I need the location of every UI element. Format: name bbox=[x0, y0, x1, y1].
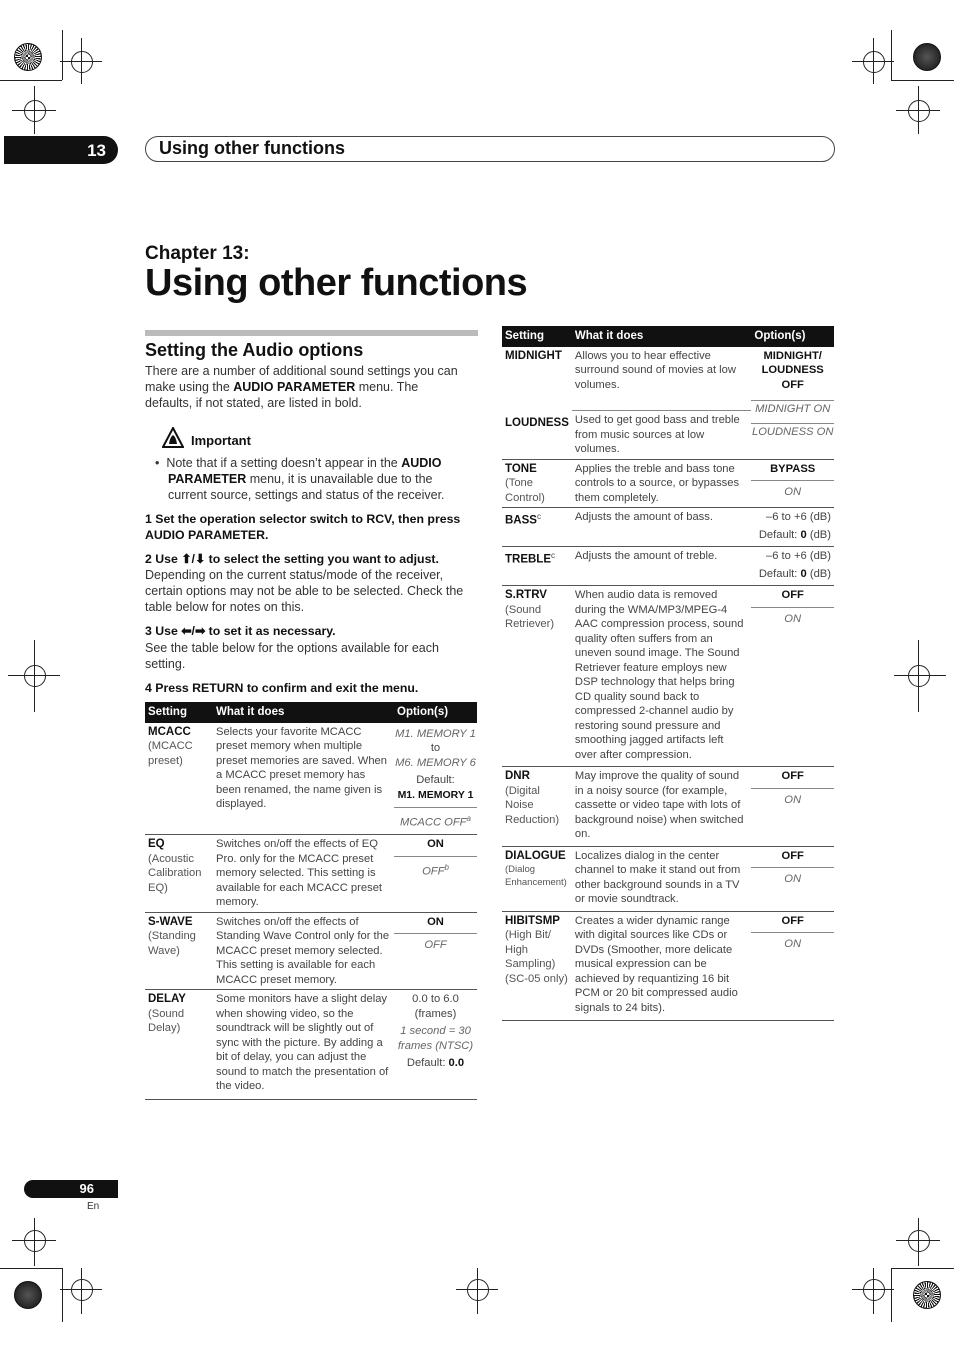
table-row: HIBITSMP (High Bit/ High Sampling) (SC-05 only) Creates a wider dynamic range with digital sources like CDs or DVDs (Smoother, more delicate musical expression can be achieved by requantizing 16 bit PCM or 20 bit compressed audio signals to 24 bits). OFF ON bbox=[502, 911, 834, 1021]
crosshair-icon bbox=[24, 1230, 46, 1252]
table-row: TONE (Tone Control) Applies the treble and bass tone controls to a source, or bypasses them completely. BYPASS ON bbox=[502, 459, 834, 508]
crosshair-icon bbox=[71, 1279, 93, 1301]
page-title: Using other functions bbox=[145, 262, 528, 304]
table-row: MCACC (MCACC preset) Selects your favorite MCACC preset memory when multiple preset memories are saved. When a MCACC preset memory has been renamed, the name given is displayed. M1. MEMORY 1 to M6. MEMORY 6 Default: M1. MEMORY 1 MCACC OFF$^a$ bbox=[145, 723, 477, 835]
running-header bbox=[145, 136, 835, 162]
section-title: Setting the Audio options bbox=[145, 340, 364, 360]
table-header-row: Setting What it does Option(s) bbox=[145, 702, 477, 723]
step-2-text: Depending on the current status/mode of the receiver, certain options may not be able to be selected. Check the table below for notes on this. bbox=[145, 568, 464, 614]
step-2: 2 Use ⬆/⬇ to select the setting you want to adjust. bbox=[145, 552, 439, 566]
step-3-text: See the table below for the options available for each setting. bbox=[145, 641, 439, 671]
crosshair-icon bbox=[863, 51, 885, 73]
table-row: LOUDNESS Used to get good bass and treble from music sources at low volumes. bbox=[502, 411, 834, 460]
table-row: MIDNIGHT Allows you to hear effective surround sound of movies at low volumes. MIDNIGHT/ LOUDNESS OFF MIDNIGHT ON LOUDNESS ON bbox=[502, 347, 834, 411]
registration-sun-icon bbox=[913, 1281, 941, 1309]
table-row: TREBLE$^c$ Adjusts the amount of treble. –6 to +6 (dB) Default: 0 (dB) bbox=[502, 547, 834, 586]
crosshair-icon bbox=[908, 100, 930, 122]
important-note: • Note that if a setting doesn’t appear in the AUDIO PARAMETER menu, it is unavailable due to the current source, settings and status of the receiver. bbox=[155, 456, 445, 502]
warning-icon bbox=[162, 427, 184, 449]
step-3: 3 Use ⬅/➡ to set it as necessary. bbox=[145, 624, 336, 638]
audio-options-table-right bbox=[502, 326, 834, 1021]
crosshair-icon bbox=[467, 1279, 489, 1301]
chapter-number-tab bbox=[4, 136, 118, 164]
crosshair-icon bbox=[24, 665, 46, 687]
crosshair-icon bbox=[24, 100, 46, 122]
step-1: 1 Set the operation selector switch to RCV, then press AUDIO PARAMETER. bbox=[145, 512, 461, 542]
crosshair-icon bbox=[863, 1279, 885, 1301]
chapter-number: 13 bbox=[87, 141, 106, 160]
chapter-label: Chapter 13: bbox=[145, 243, 250, 264]
section-rule bbox=[145, 330, 478, 336]
intro-paragraph: There are a number of additional sound settings you can make using the AUDIO PARAMETER menu. The defaults, if not stated, are listed in bold. bbox=[145, 364, 458, 410]
step-4: 4 Press RETURN to confirm and exit the menu. bbox=[145, 681, 419, 695]
crosshair-icon bbox=[71, 51, 93, 73]
important-label: Important bbox=[191, 433, 251, 448]
running-header-title: Using other functions bbox=[159, 138, 345, 158]
table-row: DNR (Digital Noise Reduction) May improve the quality of sound in a noisy source (for example, cassette or video tape with lots of background noise) when switched on. OFF ON bbox=[502, 767, 834, 847]
table-header-row: Setting What it does Option(s) bbox=[502, 326, 834, 347]
registration-sun-icon bbox=[913, 43, 941, 71]
audio-options-table-left bbox=[145, 702, 477, 1100]
registration-sun-icon bbox=[14, 43, 42, 71]
table-row: DIALOGUE (Dialog Enhancement) Localizes dialog in the center channel to make it stand out from other background sounds in a TV or movie soundtrack. OFF ON bbox=[502, 846, 834, 911]
crosshair-icon bbox=[908, 1230, 930, 1252]
table-row: DELAY (Sound Delay) Some monitors have a slight delay when showing video, so the soundtrack will be slightly out of sync with the picture. By adding a bit of delay, you can adjust the sound to match the presentation of the video. 0.0 to 6.0 (frames) 1 second = 30 frames (NTSC) Default: 0.0 bbox=[145, 990, 477, 1100]
table-row: EQ (Acoustic Calibration EQ) Switches on/off the effects of EQ Pro. only for the MCACC preset memory selected. This setting is available for each MCACC preset memory. ON OFF$^b$ bbox=[145, 835, 477, 913]
crosshair-icon bbox=[908, 665, 930, 687]
page-number: 96 bbox=[24, 1180, 118, 1198]
registration-sun-icon bbox=[14, 1281, 42, 1309]
table-row: S-WAVE (Standing Wave) Switches on/off the effects of Standing Wave Control only for the MCACC preset memory selected. This setting is available for each MCACC preset memory. ON OFF bbox=[145, 912, 477, 990]
table-row: S.RTRV (Sound Retriever) When audio data is removed during the WMA/MP3/MPEG-4 AAC compression process, sound quality often suffers from an uneven sound image. The Sound Retriever feature employs new DSP technology that helps bring CD quality sound back to compressed 2-channel audio by restoring sound pressure and smoothing jagged artifacts left over after compression. OFF ON bbox=[502, 586, 834, 767]
language-label: En bbox=[87, 1201, 100, 1212]
table-row: BASS$^c$ Adjusts the amount of bass. –6 to +6 (dB) Default: 0 (dB) bbox=[502, 508, 834, 547]
